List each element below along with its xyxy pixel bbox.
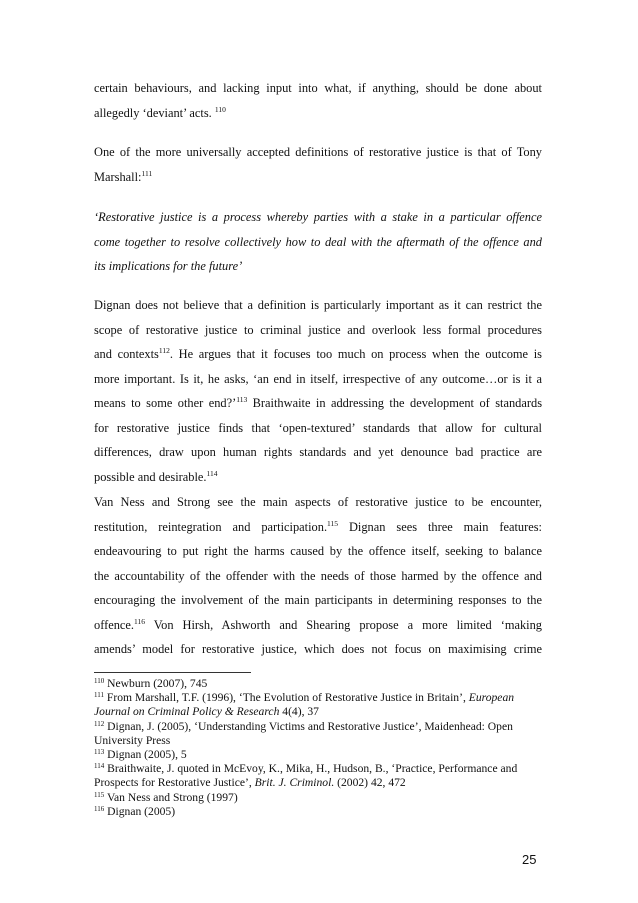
text-line: certain behaviours, and lacking input into what, if anything, should be done about <box>94 81 542 95</box>
footnote-111 <box>94 691 544 705</box>
text-line <box>94 391 542 416</box>
text-line: encouraging the involvement of the main participants in determining responses to the <box>94 593 542 607</box>
footnote-number: 116 <box>94 804 105 813</box>
text-line <box>94 515 542 540</box>
text-run: Braithwaite in addressing the development of standards <box>247 396 543 410</box>
footnote-110 <box>94 677 544 691</box>
text-run: Marshall: <box>94 169 142 184</box>
quote-line: come together to resolve collectively how to deal with the aftermath of the offence and <box>94 234 542 249</box>
footnote-114-cont <box>94 776 544 790</box>
quote-line: its implications for the future’ <box>94 259 243 273</box>
footnote-115 <box>94 791 544 805</box>
footnote-ref-111: 111 <box>141 168 153 178</box>
text-run: Dignan sees three main features: <box>338 519 542 534</box>
footnote-text: Prospects for Restorative Justice’, <box>94 776 255 790</box>
footnote-113 <box>94 748 544 762</box>
journal-title: Brit. J. Criminol. <box>254 776 335 790</box>
footnote-ref-115: 115 <box>327 518 339 528</box>
text-line: endeavouring to put right the harms caused by the offence itself, seeking to balance <box>94 544 542 558</box>
text-line: Dignan does not believe that a definition is particularly important as it can restrict the <box>94 298 542 312</box>
paragraph-continuation <box>94 76 542 125</box>
footnote-ref-114: 114 <box>206 468 218 478</box>
footnote-text: 4(4), 37 <box>279 705 319 719</box>
text-line: the accountability of the offender with the needs of those harmed by the offence and <box>94 568 542 583</box>
footnote-ref-112: 112 <box>158 346 170 355</box>
text-line <box>94 342 542 367</box>
footnote-116 <box>94 805 544 819</box>
text-line: more important. Is it, he asks, ‘an end in itself, irrespective of any outcome…or is it a <box>94 371 542 386</box>
paragraph-dignan <box>94 293 542 489</box>
text-run: and contexts <box>94 347 159 361</box>
text-run: . He argues that it focuses too much on process when the outcome is <box>169 347 543 361</box>
text-line <box>94 165 542 190</box>
footnote-ref-113: 113 <box>236 395 248 404</box>
footnote-114 <box>94 762 544 776</box>
text-line <box>94 101 542 126</box>
text-line: Van Ness and Strong see the main aspects of restorative justice to be encounter, <box>94 495 542 509</box>
journal-title: European <box>468 691 515 705</box>
paragraph-quote <box>94 205 542 279</box>
footnote-number: 110 <box>94 677 105 685</box>
text-line <box>94 613 542 638</box>
footnote-112 <box>94 720 544 734</box>
footnote-text: Braithwaite, J. quoted in McEvoy, K., Mika, H., Hudson, B., ‘Practice, Performance and <box>104 762 518 776</box>
footnote-111-cont <box>94 705 544 719</box>
text-line: amends’ model for restorative justice, which does not focus on maximising crime <box>94 642 542 656</box>
text-run: possible and desirable. <box>94 469 207 484</box>
text-run: restitution, reintegration and participation. <box>94 519 328 534</box>
text-run: offence. <box>94 617 135 632</box>
footnote-number: 112 <box>94 719 105 728</box>
footnote-number: 111 <box>94 691 104 700</box>
text-line <box>94 465 542 490</box>
footnote-ref-116: 116 <box>134 616 145 626</box>
quote-line: ‘Restorative justice is a process whereby parties with a stake in a particular offence <box>94 210 542 224</box>
text-run: allegedly ‘deviant’ acts. <box>94 105 212 120</box>
footnote-number: 114 <box>94 762 105 771</box>
footnote-text: (2002) 42, 472 <box>334 776 406 790</box>
footnote-text: From Marshall, T.F. (1996), ‘The Evolution of Restorative Justice in Britain’, <box>103 691 469 705</box>
footnote-text: Dignan (2005), 5 <box>104 748 187 762</box>
text-run: Von Hirsh, Ashworth and Shearing propose a more limited ‘making <box>145 617 542 632</box>
page-number: 25 <box>522 852 537 867</box>
text-line: differences, draw upon human rights standards and yet denounce bad practice are <box>94 445 542 459</box>
text-line: scope of restorative justice to criminal justice and overlook less formal procedures <box>94 322 542 337</box>
footnote-text: Dignan (2005) <box>104 804 176 818</box>
text-line: for restorative justice finds that ‘open-textured’ standards that allow for cultural <box>94 420 542 435</box>
text-line: One of the more universally accepted definitions of restorative justice is that of Tony <box>94 145 542 159</box>
footnotes <box>94 677 544 819</box>
footnote-112-cont: University Press <box>94 733 171 747</box>
footnote-ref-110: 110 <box>214 104 226 114</box>
footnote-number: 113 <box>94 748 105 757</box>
footnote-text: Van Ness and Strong (1997) <box>104 790 238 804</box>
paragraph-van-ness <box>94 490 542 662</box>
journal-title: Journal on Criminal Policy & Research <box>94 705 280 719</box>
footnote-number: 115 <box>94 790 105 799</box>
text-run: means to some other end?’ <box>94 396 237 410</box>
footnote-text: Newburn (2007), 745 <box>104 677 208 690</box>
footnote-separator <box>94 672 251 673</box>
paragraph-definition-intro <box>94 140 542 189</box>
footnote-text: Dignan, J. (2005), ‘Understanding Victims and Restorative Justice’, Maidenhead: Open <box>104 719 513 733</box>
